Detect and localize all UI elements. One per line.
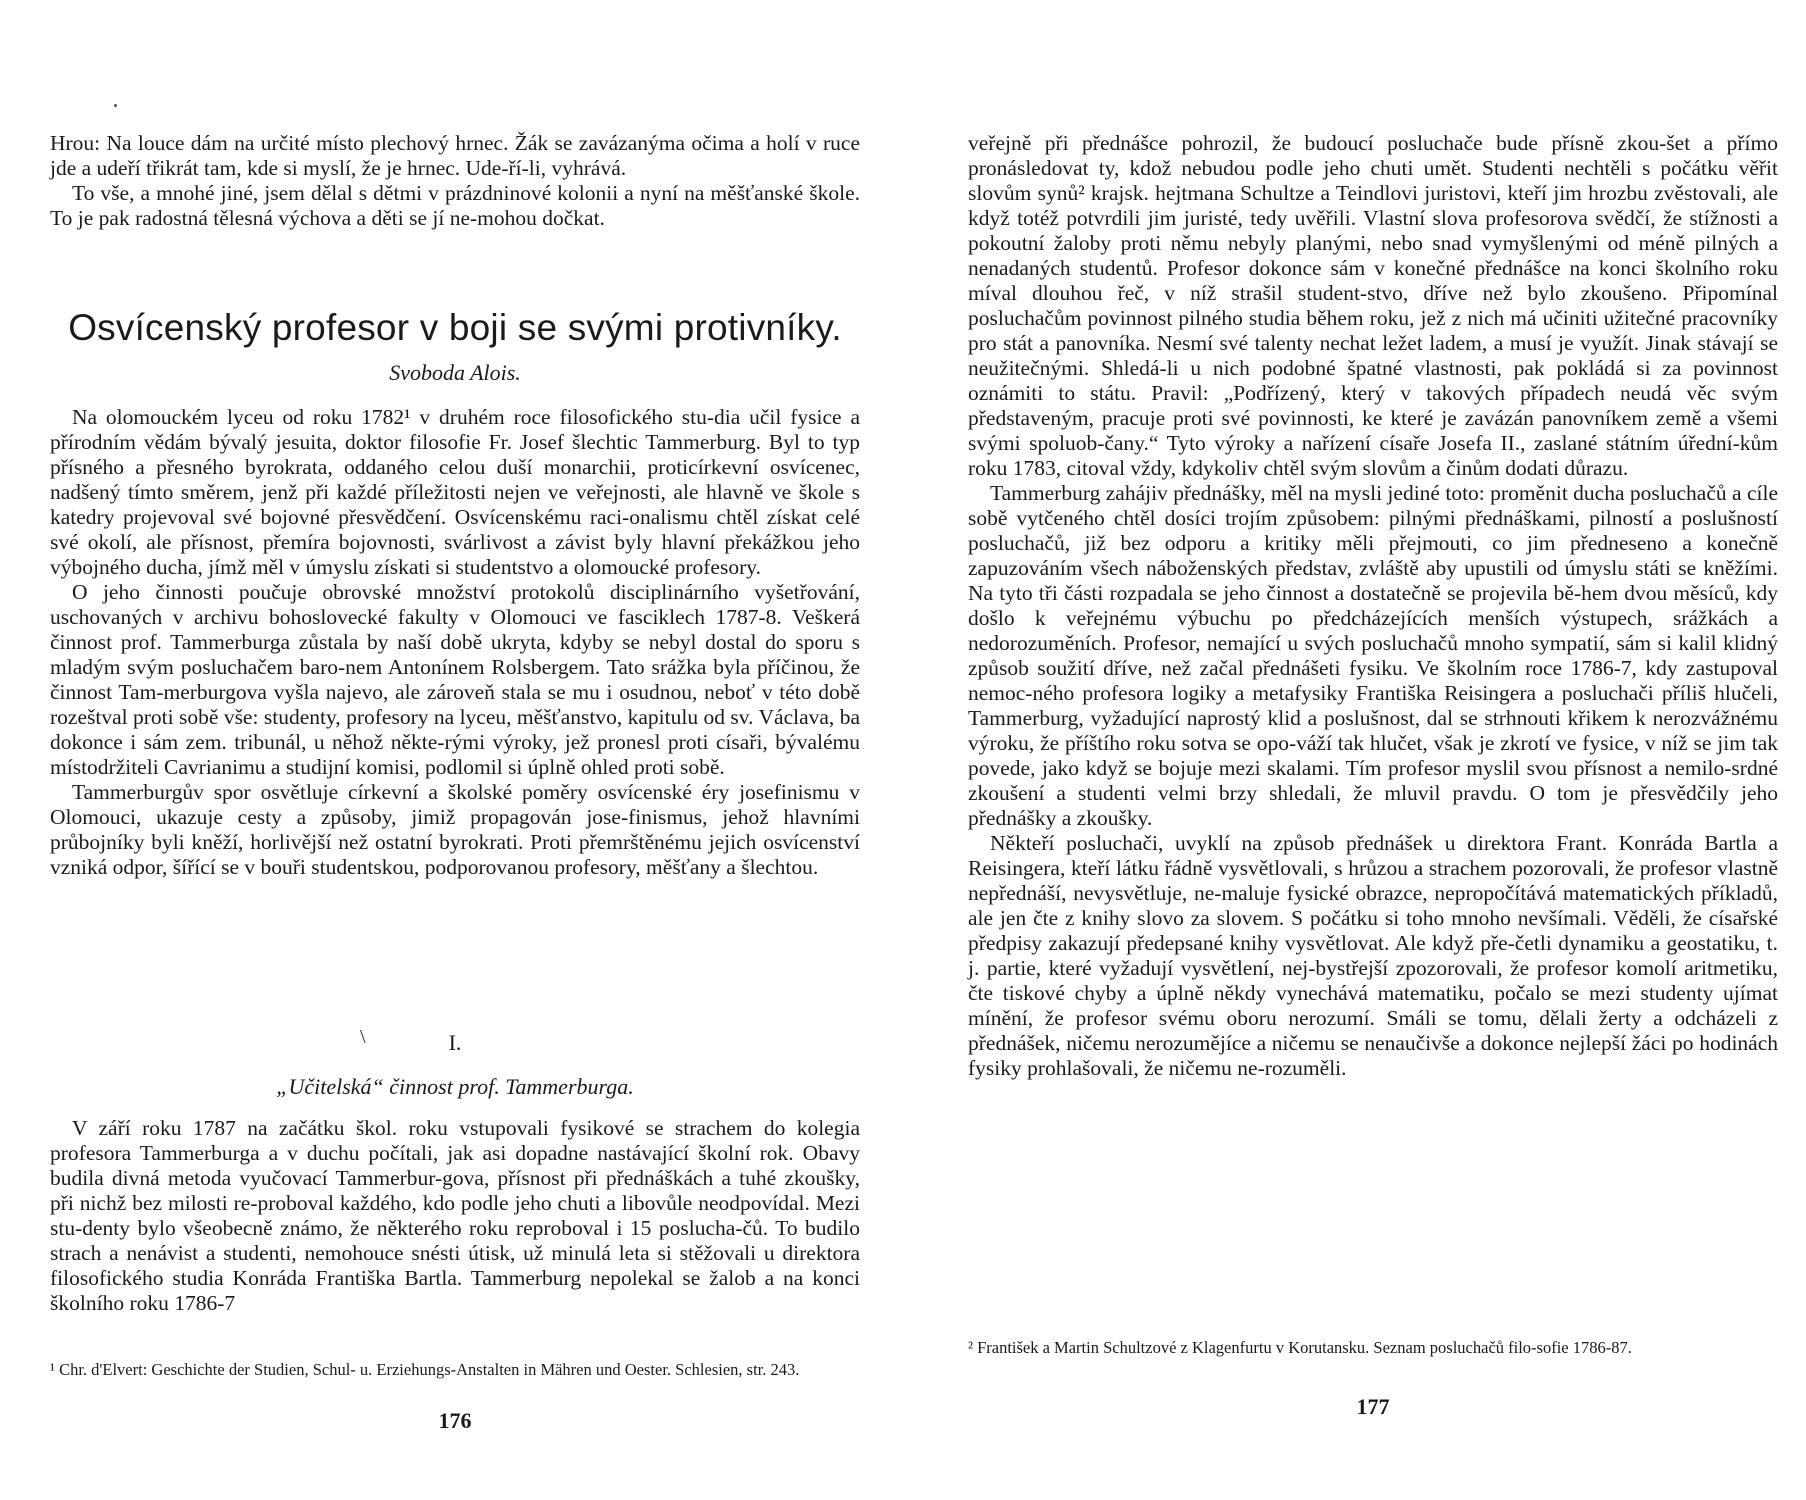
body-paragraph-1: Na olomouckém lyceu od roku 1782¹ v druhém roce filosofického stu-dia učil fysice a přírodním vědám bývalý jesuita, doktor filosofie Fr. Josef šlechtic Tammerburg. Byl to typ přísného a přesného byrokrata, oddaného celou duší monarchii, proticírkevní osvícenec, nadšený tímto směrem, jenž při každé příležitosti nejen ve veřejnosti, ale hlavně ve škole s katedry projevoval své bojovné přesvědčení. Osvícenskému raci-onalismu chtěl získat celé své okolí, ale přísnost, přemíra bojovnosti, svárlivost a závist byly hlavní překážkou jeho výbojného ducha, jímž měl v úmyslu získati si studentstvo a olomoucké profesory.: [50, 405, 860, 579]
footnote-2: ² František a Martin Schultzové z Klagenfurtu v Korutansku. Seznam posluchačů filo-sofie 1786-87.: [968, 1338, 1632, 1357]
section-body: [50, 1116, 860, 1316]
footnote-1: ¹ Chr. d'Elvert: Geschichte der Studien, Schul- u. Erziehungs-Anstalten in Mähren und Oester. Schlesien, str. 243.: [50, 1360, 800, 1379]
section-title: „Učitelská“ činnost prof. Tammerburga.: [276, 1074, 634, 1099]
section-paragraph: V září roku 1787 na začátku škol. roku vstupovali fysikové se strachem do kolegia profesora Tammerburga a v duchu počítali, jak asi dopadne nastávající školní rok. Obavy budila divná metoda vyučovací Tammerbur-gova, přísnost při přednáškách a tuhé zkoušky, při nichž bez milosti re-proboval každého, kdo podle jeho chuti a libovůle neodpovídal. Mezi stu-denty bylo všeobecně známo, že některého roku reproboval i 15 posluchа-čů. To budilo strach a nenávist a studenti, nemohouce snésti útisk, už minulá leta si stěžovali u direktora filosofického studia Konráda Františka Bartla. Tammerburg nepolekal se žalob a na konci školního roku 1786-7: [50, 1116, 860, 1315]
right-paragraph-1: veřejně při přednášce pohrozil, že budoucí posluchače bude přísně zkou-šet a přímo pronásledovat ty, kdož nebudou podle jeho chuti umět. Studenti nechtěli s počátku věřit slovům synů² krajsk. hejtmana Schultze a Teindlovi juristovi, kteří jim hrozbu zvěstovali, ale když totéž potvrdili jim juristé, tedy uvěřili. Vlastní slova profesorova svědčí, že stížnosti a pokoutní žaloby proti němu nebyly planými, nebo snad vymyšlenými od méně pilných a nenadaných studentů. Profesor dokonce sám v konečné přednášce na konci školního roku míval dlouhou řeč, v níž strašil student-stvo, dříve než bylo zkoušeno. Připomínal posluchačům povinnost pilného studia během roku, jež z nich má učiniti užitečné pracovníky pro stát a panovníka. Nesmí své talenty nechat ležet ladem, a musí je využít. Jinak stávají se neužitečnými. Shledá-li u nich podobné špatné vlastnosti, pak pokládá si za povinnost oznámiti to státu. Pravil: „Podřízený, který v takových případech neudá věc svým představeným, pracuje proti své povinnosti, ke které je zavázán panovníkem země a všemi svými spoluob-čany.“ Tyto výroky a nařízení císaře Josefa II., zaslané státním úřední-kům roku 1783, citoval vždy, kdykoliv chtěl svým slovům a činům dodati důrazu.: [968, 131, 1778, 480]
intro-paragraph-1: Hrou: Na louce dám na určité místo plechový hrnec. Žák se zavázanýma očima a holí v ruce jde a udeří třikrát tam, kde si myslí, že je hrnec. Ude-ří-li, vyhrává.: [50, 131, 860, 180]
article-body: [50, 405, 860, 880]
section-mark: \: [360, 1026, 366, 1048]
right-paragraph-2: Tammerburg zahájiv přednášky, měl na mysli jediné toto: proměnit ducha posluchačů a cíle sobě vytčeného chtěl dosíci trojím způsobem: pilnými přednáškami, pilností a poslušností posluchačů, již bez odporu a kritiky měli přejmouti, co jim předneseno a konečně zapuzováním všech náboženských představ, zvláště aby upustili od úmyslu státi se kněžími. Na tyto tři části rozpadala se jeho činnost a dostatečně se projevila bě-hem dvou měsíců, kdy došlo k veřejnému výbuchu po předcházejících menších výstupech, srážkách a nedorozuměních. Profesor, nemající u svých posluchačů mnoho sympatií, sám si kalil klidný způsob soužití dříve, než začal přednášeti fysiku. Ve školním roce 1786-7, kdy zastupoval nemoc-ného profesora logiky a metafysiky Františka Reisingera a posluchači příliš hlučeli, Tammerburg, vyžadující naprostý klid a poslušnost, dal se strhnouti křikem k nerozvážnému výroku, že příštího roku sotva se opo-váží tak hlučet, však je zkrotí ve fysice, v níž se jim tak povede, jako když se bojuje mezi skalami. Tím profesor myslil svou přísnost a nemilo-srdné zkoušení a studenti velmi brzy shledali, že mluvil pravdu. O tom je přesvědčily jeho přednášky a zkoušky.: [968, 481, 1778, 830]
article-author: Svoboda Alois.: [389, 360, 521, 385]
section-number: I.: [448, 1030, 462, 1055]
page-number-left: 176: [438, 1408, 472, 1433]
right-paragraph-3: Někteří posluchači, uvyklí na způsob přednášek u direktora Frant. Konráda Bartla a Reisingera, kteří látku řádně vysvětlovali, s hrůzou a strachem pozorovali, že profesor vlastně nepřednáší, nevysvětluje, ne-maluje fysické obrazce, nepropočítává matematických příkladů, ale jen čte z knihy slovo za slovem. S počátku si toho mnoho nevšímali. Věděli, že císařské předpisy zakazují předepsané knihy vysvětlovat. Ale když pře-četli dynamiku a geostatiku, t. j. partie, které vyžadují vysvětlení, nej-bystřejší zpozorovali, že profesor komolí aritmetiku, čte tiskové chyby a úplně někdy vynechává matematiku, počalo se mezi studenty ujímat mínění, že profesor svému oboru nerozumí. Smáli se tomu, dělali žerty a odcházeli z přednášek, ničemu nerozumějíce a ničemu se nenaučivše a dokonce nejlepší žáci po hodinách fysiky prohlašovali, že ničemu ne-rozuměli.: [968, 831, 1778, 1080]
body-paragraph-3: Tammerburgův spor osvětluje církevní a školské poměry osvícenské éry josefinismu v Olomouci, ukazuje cesty a způsoby, jimiž propagován jose-finismus, jehož hlavními průbojníky byli kněží, horlivější než ostatní byrokrati. Proti přemrštěnému jejich osvícenství vzniká odpor, šířící se v bouři studentskou, podporovanou profesory, měšťany a šlechtou.: [50, 780, 860, 879]
left-footnote-area: [50, 1360, 860, 1380]
right-footnote-area: [968, 1338, 1778, 1358]
article-title: Osvícenský profesor v boji se svými protivníky.: [68, 307, 842, 348]
body-paragraph-2: O jeho činnosti poučuje obrovské množství protokolů disciplinárního vyšetřování, uschovaných v archivu bohoslovecké fakulty v Olomouci ve fasciklech 1787-8. Veškerá činnost prof. Tammerburga zůstala by naší době ukryta, kdyby se nebyl dostal do sporu s mladým svým posluchačem baro-nem Antonínem Rolsbergem. Tato srážka byla příčinou, že činnost Tam-merburgova vyšla najevo, ale zároveň stala se mu i osudnou, neboť v této době rozeštval proti sobě vše: studenty, profesory na lyceu, měšťanstvo, kapitulu od sv. Václava, ba dokonce i sám zem. tribunál, u něhož někte-rými výroky, jež pronesl proti císaři, bývalému místodržiteli Cavrianimu a studijní komisi, podlomil si úplně ohled proti sobě.: [50, 580, 860, 779]
right-body: [968, 131, 1778, 1081]
intro-text: [50, 131, 860, 231]
print-speck: [114, 104, 117, 107]
page-number-right: 177: [1356, 1394, 1390, 1419]
intro-paragraph-2: To vše, a mnohé jiné, jsem dělal s dětmi v prázdninové kolonii a nyní na měšťanské škole. To je pak radostná tělesná výchova a děti se jí ne-mohou dočkat.: [50, 181, 860, 230]
